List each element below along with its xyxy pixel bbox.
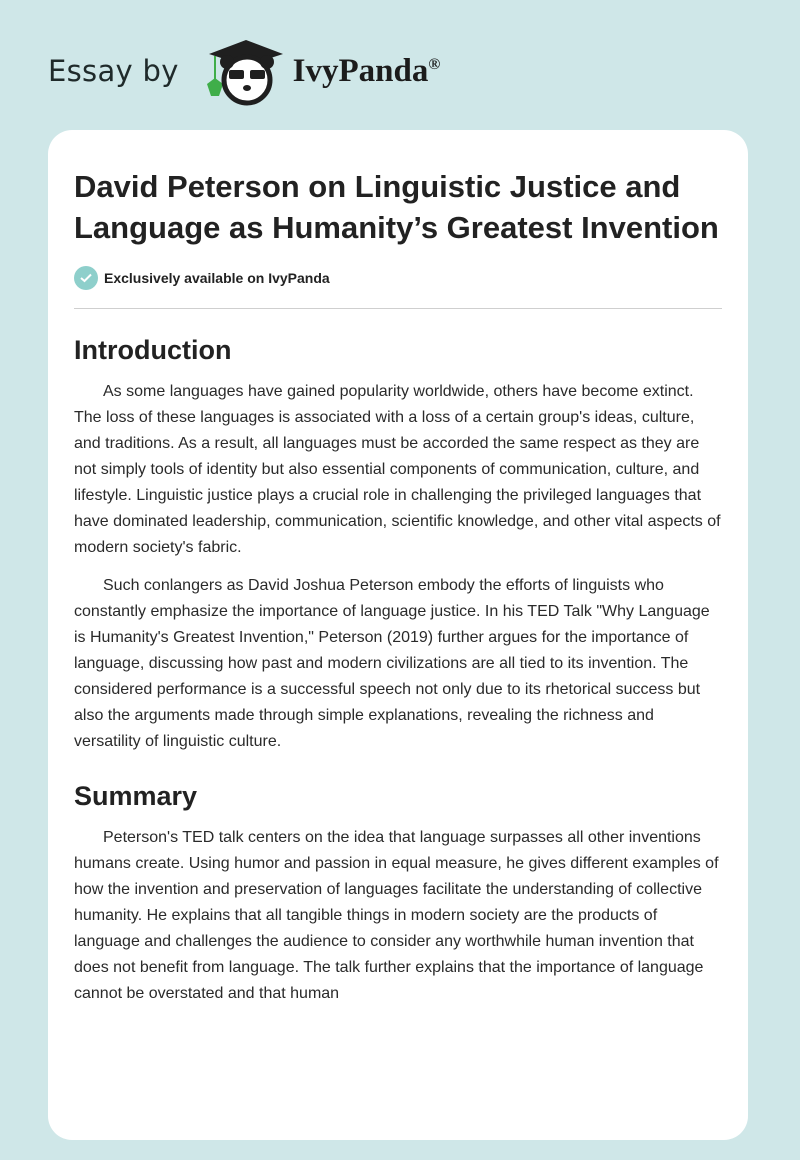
exclusive-badge (74, 266, 722, 290)
section-heading-summary: Summary (74, 781, 198, 811)
paragraph: Such conlangers as David Joshua Peterson embody the efforts of linguists who constantly emphasize the importance of language justice. In his TED Talk "Why Language is Humanity's Greatest Invention," Peterson (2019) further argues for the importance of language, discussing how past and modern civilizations are all tied to its invention. The considered performance is a successful speech not only due to its rhetorical success but also the arguments made through simple explanations, revealing the richness and versatility of linguistic culture. (74, 577, 710, 750)
ivypanda-logo-icon[interactable] (201, 36, 291, 106)
check-circle-icon (74, 266, 98, 290)
brand-name[interactable] (293, 53, 441, 90)
brand-text: IvyPanda (292, 52, 429, 89)
site-header (48, 36, 440, 106)
essay-by-label: Essay by (48, 54, 179, 88)
essay-card (48, 130, 748, 1140)
section-heading-introduction: Introduction (74, 335, 232, 365)
divider (74, 308, 722, 309)
registered-mark: ® (428, 55, 441, 73)
essay-title: David Peterson on Linguistic Justice and Language as Humanity’s Greatest Invention (74, 169, 719, 245)
paragraph: Peterson's TED talk centers on the idea that language surpasses all other inventions humans create. Using humor and passion in equal measure, he gives different examples of how the invention and preservation of languages facilitate the understanding of collective humanity. He explains that all tangible things in modern society are the products of language and challenges the audience to consider any worthwhile human invention that does not benefit from language. The talk further explains that the importance of language cannot be overstated and that human (74, 829, 719, 1002)
paragraph: As some languages have gained popularity worldwide, others have become extinct. The loss of these languages is associated with a loss of a certain group's ideas, culture, and traditions. As a result, all languages must be accorded the same respect as they are not simply tools of identity but also essential components of communication, culture, and lifestyle. Linguistic justice plays a crucial role in challenging the privileged languages that have dominated leadership, communication, scientific knowledge, and other vital aspects of modern society's fabric. (74, 383, 721, 556)
exclusive-badge-text: Exclusively available on IvyPanda (104, 270, 330, 286)
